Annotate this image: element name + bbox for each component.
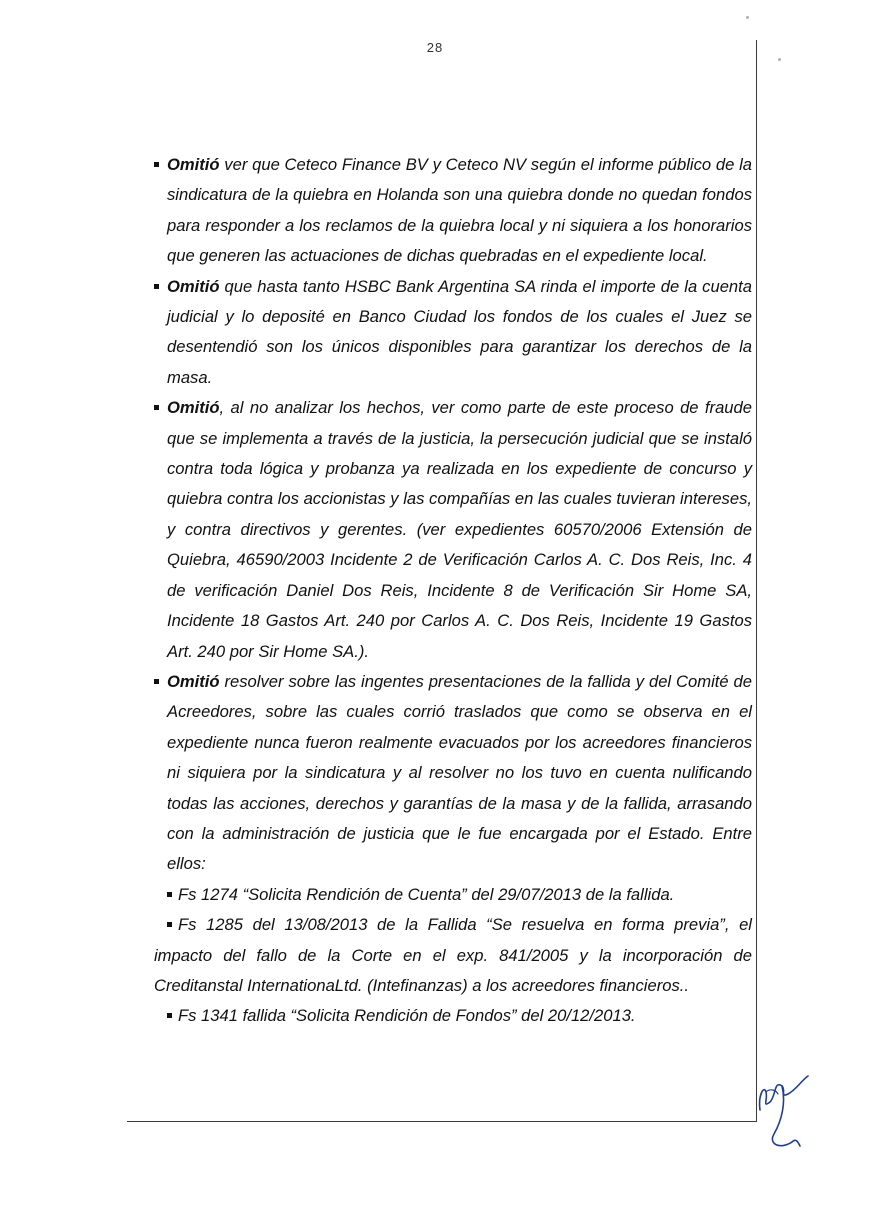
item-lead: Omitió xyxy=(167,671,220,691)
scan-speck xyxy=(778,58,781,61)
item-lead: Omitió xyxy=(167,398,220,418)
list-item xyxy=(154,667,752,880)
sub-list-item xyxy=(154,910,752,1001)
right-margin-rule xyxy=(756,40,757,1122)
list-item xyxy=(154,393,752,667)
sub-list-item xyxy=(154,880,752,910)
item-text: , al no analizar los hechos, ver como parte de este proceso de fraude que se implementa a través de la justicia, la persecución judicial que se instaló contra toda lógica y probanza ya realizada en los expediente de concurso y quiebra contra los accionistas y las compañías en las cuales tuvieran intereses, y contra directivos y gerentes. (ver expedientes 60570/2006 Extensión de Quiebra, 46590/2003 Incidente 2 de Verificación Carlos A. C. Dos Reis, Inc. 4 de verificación Daniel Dos Reis, Incidente 8 de Verificación Sir Home SA, Incidente 18 Gastos Art. 240 por Carlos A. C. Dos Reis, Incidente 19 Gastos Art. 240 por Sir Home SA.). xyxy=(167,398,752,661)
sub-item-text: Fs 1285 del 13/08/2013 de la Fallida “Se resuelva en forma previa”, el impacto del fallo de la Corte en el exp. 841/2005 y la incorporación de Creditanstal InternationaLtd. (Intefinanzas) a los acreedores financieros.. xyxy=(154,915,752,995)
list-item xyxy=(154,150,752,272)
sub-list-item xyxy=(154,1001,752,1031)
item-lead: Omitió xyxy=(167,276,220,296)
square-bullet-icon xyxy=(167,922,172,927)
document-body xyxy=(154,150,752,1032)
item-text: resolver sobre las ingentes presentaciones de la fallida y del Comité de Acreedores, sobre las cuales corrió traslados que como se observa en el expediente nunca fueron realmente evacuados por los acreedores financieros ni siquiera por la sindicatura y al resolver no los tuvo en cuenta nulificando todas las acciones, derechos y garantías de la masa y de la fallida, arrasando con la administración de justicia que le fue encargada por el Estado. Entre ellos: xyxy=(167,671,752,874)
page-number: 28 xyxy=(426,40,444,55)
sub-item-text: Fs 1274 “Solicita Rendición de Cuenta” del 29/07/2013 de la fallida. xyxy=(178,884,675,904)
scan-speck xyxy=(746,16,749,19)
list-item xyxy=(154,272,752,394)
sub-item-text: Fs 1341 fallida “Solicita Rendición de Fondos” del 20/12/2013. xyxy=(178,1006,636,1026)
square-bullet-icon xyxy=(167,1013,172,1018)
square-bullet-icon xyxy=(154,679,159,684)
square-bullet-icon xyxy=(154,162,159,167)
item-text: que hasta tanto HSBC Bank Argentina SA rinda el importe de la cuenta judicial y lo deposité en Banco Ciudad los fondos de los cuales el Juez se desentendió son los únicos disponibles para garantizar los derechos de la masa. xyxy=(167,276,752,387)
square-bullet-icon xyxy=(154,405,159,410)
square-bullet-icon xyxy=(167,892,172,897)
bottom-margin-rule xyxy=(127,1121,757,1122)
item-lead: Omitió xyxy=(167,155,220,174)
square-bullet-icon xyxy=(154,284,159,289)
handwritten-signature-icon xyxy=(752,1050,822,1160)
item-text: ver que Ceteco Finance BV y Ceteco NV según el informe público de la sindicatura de la quiebra en Holanda son una quiebra donde no quedan fondos para responder a los reclamos de la quiebra local y ni siquiera a los honorarios que generen las actuaciones de dichas quebradas en el expediente local. xyxy=(167,155,752,266)
